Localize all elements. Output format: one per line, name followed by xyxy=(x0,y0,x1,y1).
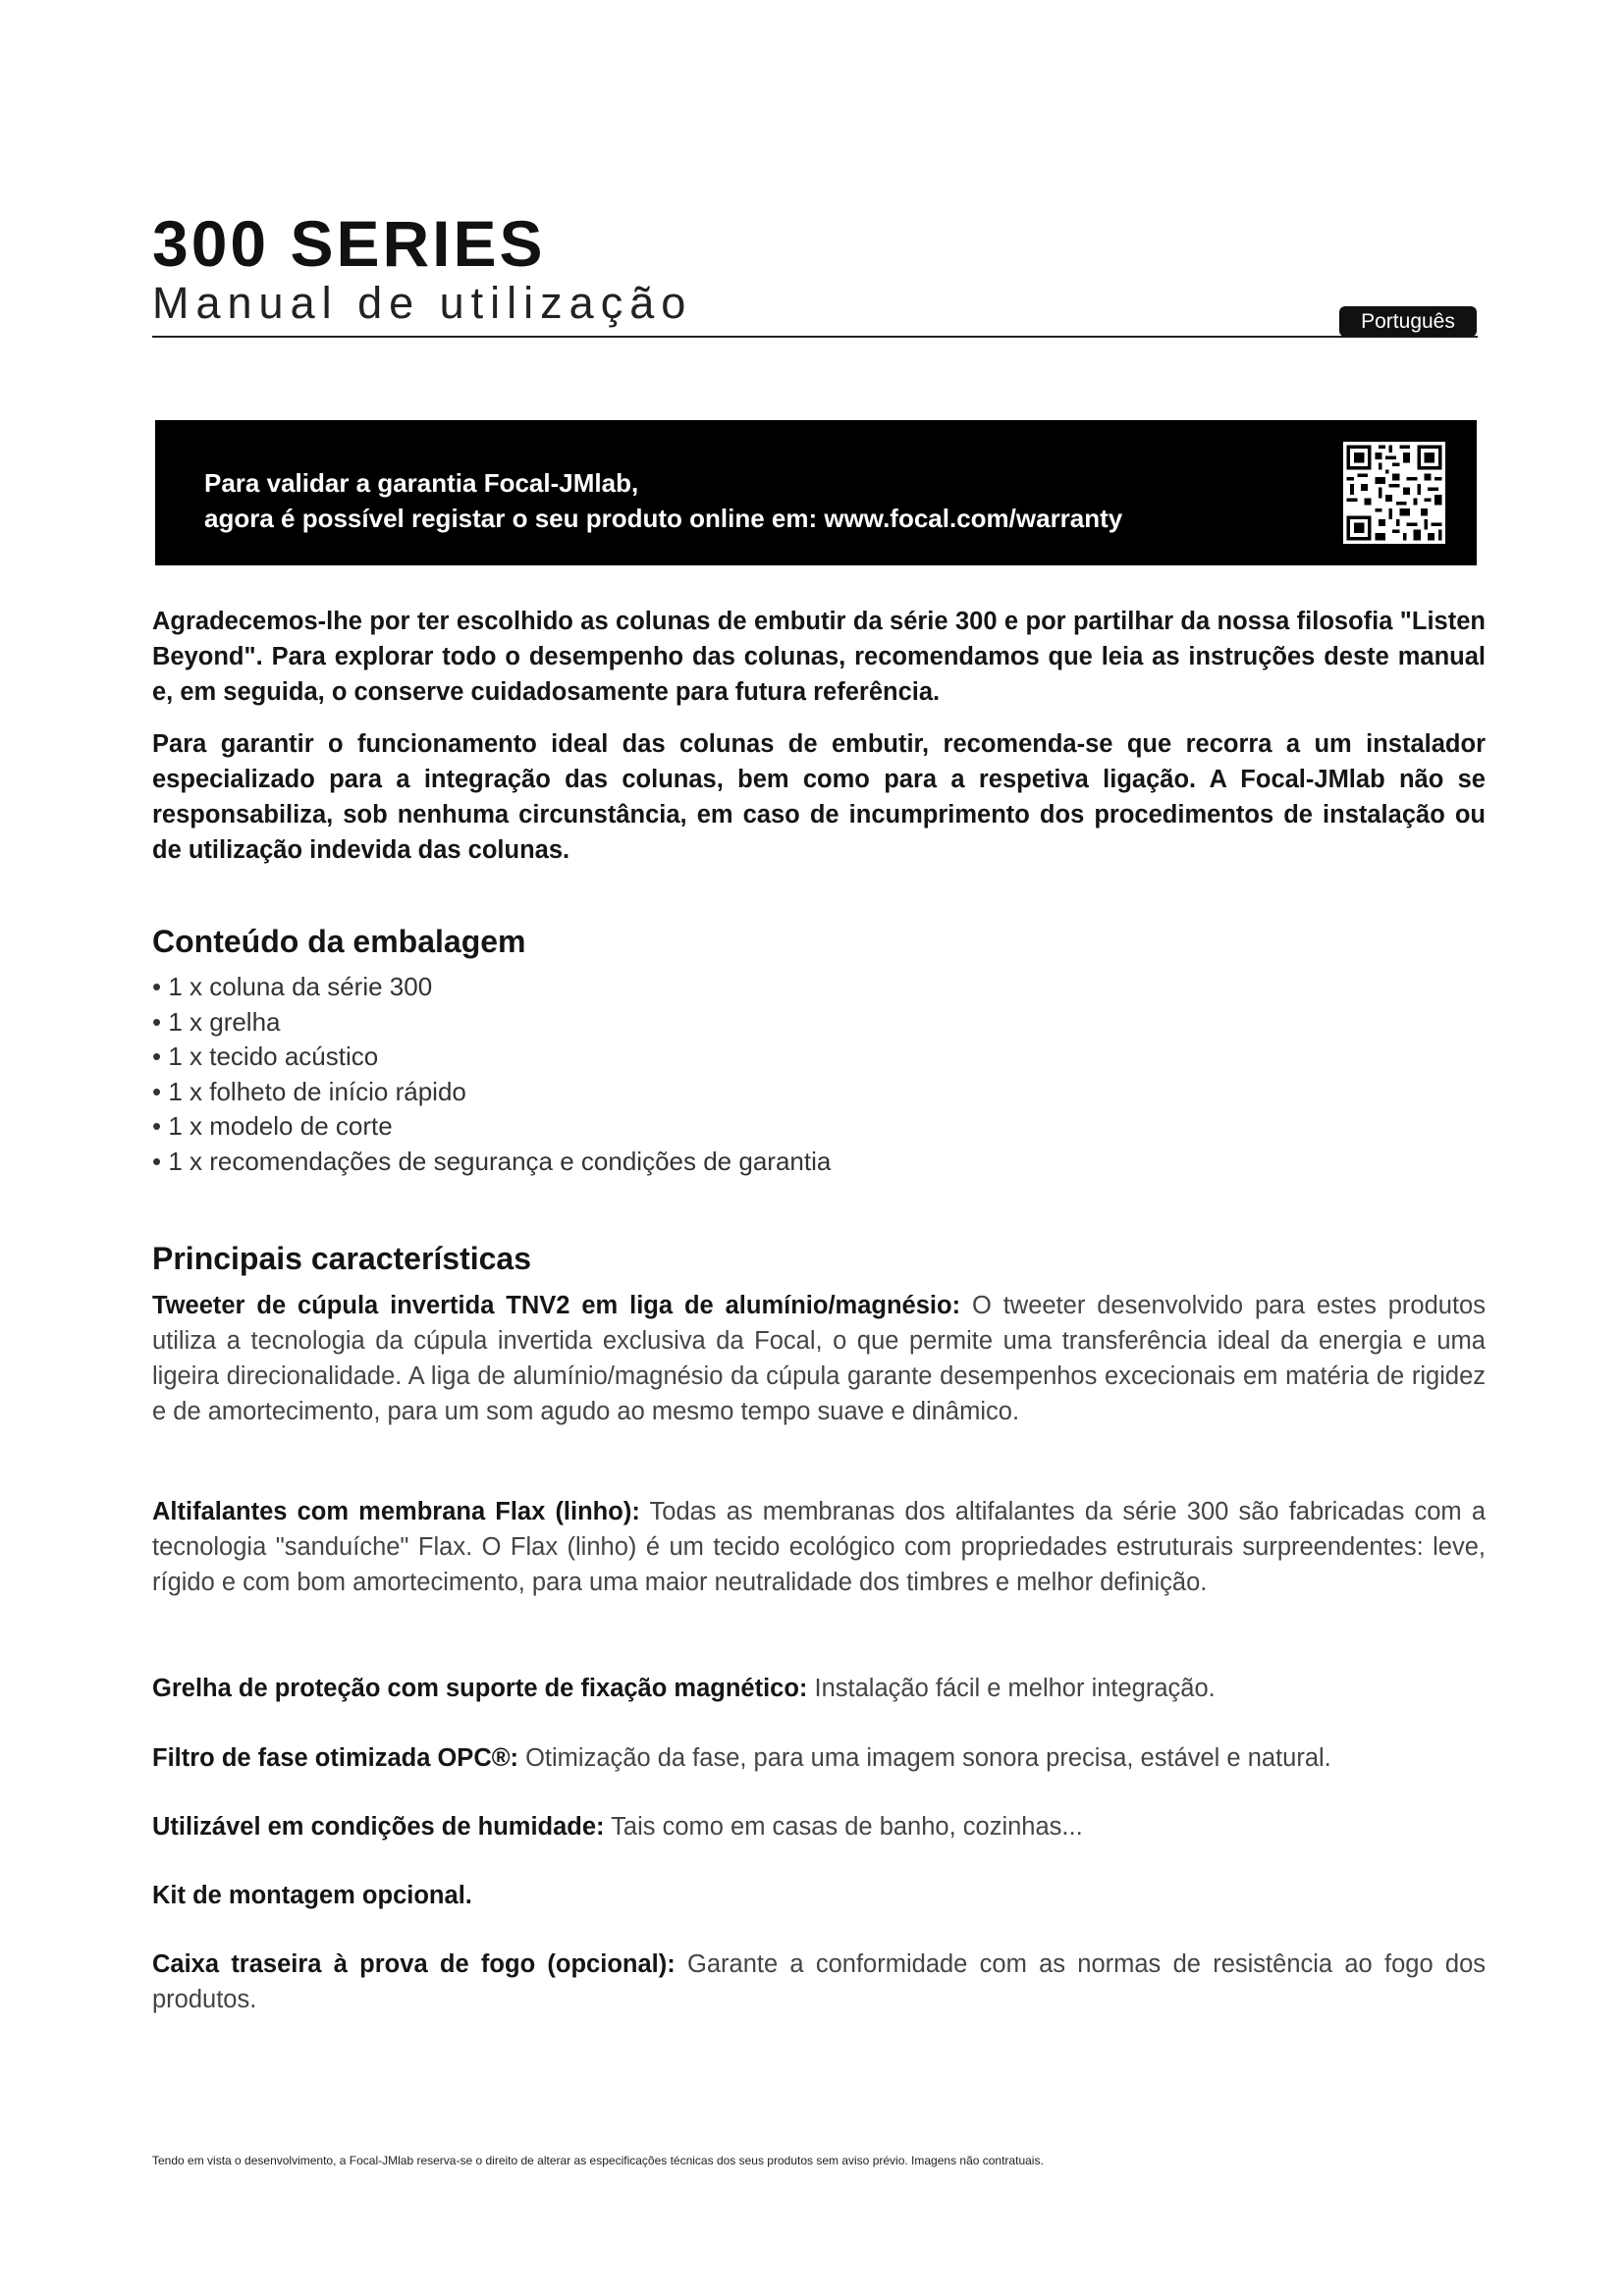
footer-disclaimer: Tendo em vista o desenvolvimento, a Focal-JMlab reserva-se o direito de alterar as especificações técnicas dos seus produtos sem aviso prévio. Imagens não contratuais. xyxy=(152,2154,1044,2167)
list-item: • 1 x modelo de corte xyxy=(152,1111,393,1141)
list-item: • 1 x recomendações de segurança e condições de garantia xyxy=(152,1146,832,1176)
feature-title: Utilizável em condições de humidade: xyxy=(152,1813,605,1841)
list-item: • 1 x tecido acústico xyxy=(152,1041,379,1071)
header-divider xyxy=(152,336,1478,338)
feature-opc-filter xyxy=(152,1740,1486,1776)
feature-title: Filtro de fase otimizada OPC®: xyxy=(152,1744,519,1772)
feature-title: Caixa traseira à prova de fogo (opcional): xyxy=(152,1950,676,1978)
document-subtitle: Manual de utilização xyxy=(152,278,693,328)
feature-text: O tweeter desenvolvido para estes produtos utiliza a tecnologia da cúpula invertida exclusiva da Focal, o que permite uma transferência ideal da energia e uma ligeira direcionalidade. A liga de alumínio/magnésio da cúpula garante desempenhos excecionais em matéria de rigidez e de amortecimento, para um som agudo ao mesmo tempo suave e dinâmico. xyxy=(152,1292,1486,1425)
feature-flax-drivers xyxy=(152,1494,1486,1600)
list-item: • 1 x coluna da série 300 xyxy=(152,972,433,1001)
warranty-line-2: agora é possível registar o seu produto online em: www.focal.com/warranty xyxy=(204,504,1123,534)
list-item: • 1 x grelha xyxy=(152,1006,281,1037)
feature-tweeter xyxy=(152,1288,1486,1429)
document-title: 300 SERIES xyxy=(152,207,546,280)
feature-title: Tweeter de cúpula invertida TNV2 em liga de alumínio/magnésio: xyxy=(152,1292,961,1319)
feature-text: Instalação fácil e melhor integração. xyxy=(807,1675,1216,1702)
feature-title: Kit de montagem opcional. xyxy=(152,1882,472,1909)
feature-text: Todas as membranas dos altifalantes da série 300 são fabricadas com a tecnologia "sanduíche" Flax. O Flax (linho) é um tecido ecológico com propriedades estruturais surpreendentes: leve, rígido e com bom amortecimento, para uma maior neutralidade dos timbres e melhor definição. xyxy=(152,1498,1486,1596)
feature-humidity xyxy=(152,1809,1486,1844)
intro-paragraph-1: Agradecemos-lhe por ter escolhido as colunas de embutir da série 300 e por partilhar da nossa filosofia "Listen Beyond". Para explorar todo o desempenho das colunas, recomendamos que leia as instruções deste manual e, em seguida, o conserve cuidadosamente para futura referência. xyxy=(152,608,1486,706)
qr-code-icon xyxy=(1343,442,1445,544)
warranty-line-1: Para validar a garantia Focal-JMlab, xyxy=(204,468,639,498)
warranty-text xyxy=(204,465,1122,537)
feature-magnetic-grille xyxy=(152,1671,1486,1706)
section-heading-contents: Conteúdo da embalagem xyxy=(152,924,526,959)
feature-text: Otimização da fase, para uma imagem sonora precisa, estável e natural. xyxy=(518,1744,1331,1772)
section-heading-features: Principais características xyxy=(152,1241,532,1276)
feature-title: Grelha de proteção com suporte de fixação magnético: xyxy=(152,1675,808,1702)
warranty-banner xyxy=(155,420,1477,565)
feature-fireproof-box xyxy=(152,1947,1486,2017)
contents-list xyxy=(152,970,831,1179)
list-item: • 1 x folheto de início rápido xyxy=(152,1076,466,1106)
language-badge: Português xyxy=(1339,306,1477,337)
feature-text: Garante a conformidade com as normas de resistência ao fogo dos produtos. xyxy=(152,1950,1487,2013)
feature-text: Tais como em casas de banho, cozinhas... xyxy=(604,1813,1083,1841)
feature-title: Altifalantes com membrana Flax (linho): xyxy=(152,1498,640,1525)
feature-mounting-kit xyxy=(152,1878,1486,1913)
intro-paragraph-2: Para garantir o funcionamento ideal das colunas de embutir, recomenda-se que recorra a um instalador especializado para a integração das colunas, bem como para a respetiva ligação. A Focal-JMlab não se responsabiliza, sob nenhuma circunstância, em caso de incumprimento dos procedimentos de instalação ou de utilização indevida das colunas. xyxy=(152,730,1486,864)
